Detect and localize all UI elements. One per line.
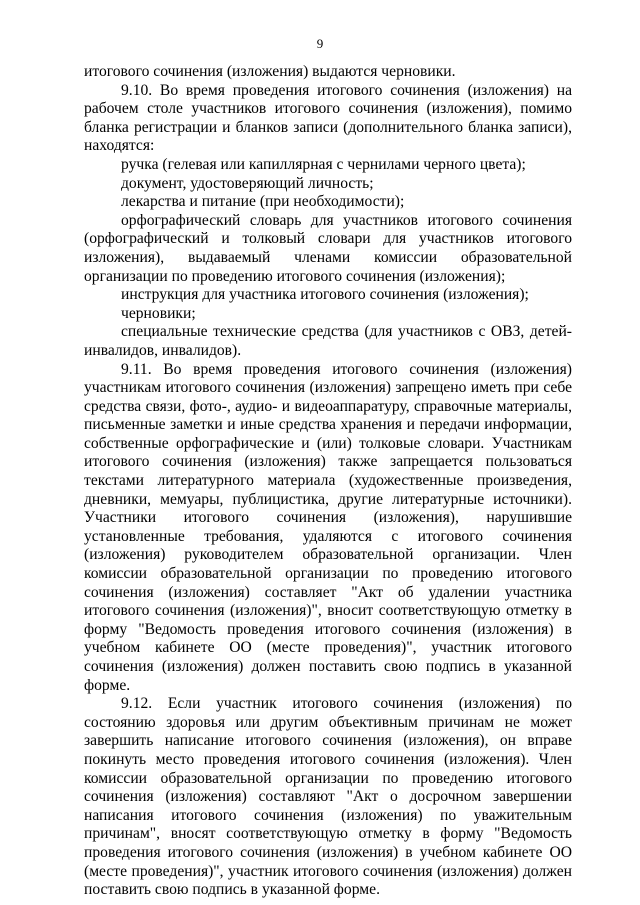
list-item-instruction: инструкция для участника итогового сочинения (изложения); — [121, 286, 529, 304]
document-body — [84, 63, 572, 900]
list-item-dictionary: орфографический словарь для участников итогового сочинения (орфографический и толковый словари для участников итогового изложения), выдаваемый членами комиссии образовательной организации по проведению итогового сочинения (изложения); — [84, 211, 572, 285]
list-item-pen: ручка (гелевая или капиллярная с чернилами черного цвета); — [121, 155, 526, 173]
list-item-drafts: черновики; — [121, 304, 196, 322]
paragraph-9-10: 9.10. Во время проведения итогового сочинения (изложения) на рабочем столе участников итогового сочинения (изложения), помимо бланка регистрации и бланков записи (дополнительного бланка записи), находятся: — [84, 81, 572, 155]
paragraph-9-11: 9.11. Во время проведения итогового сочинения (изложения) участникам итогового сочинения (изложения) запрещено иметь при себе средства связи, фото-, аудио- и видеоаппаратуру, справочные материалы, письменные заметки и иные средства хранения и передачи информации, собственные орфографические и (или) толковые словари. Участникам итогового сочинения (изложения) также запрещается пользоваться текстами литературного материала (художественные произведения, дневники, мемуары, публицистика, другие литературные источники). Участники итогового сочинения (изложения), нарушившие установленные требования, удаляются с итогового сочинения (изложения) руководителем образовательной организации. Член комиссии образовательной организации по проведению итогового сочинения (изложения) составляет "Акт об удалении участника итогового сочинения (изложения)", вносит соответствующую отметку в форму "Ведомость проведения итогового сочинения (изложения) в учебном кабинете ОО (месте проведения)", участник итогового сочинения (изложения) должен поставить свою подпись в указанной форме. — [84, 360, 572, 694]
list-item-medicine-food: лекарства и питание (при необходимости); — [121, 193, 405, 211]
list-item-technical-means: специальные технические средства (для участников с ОВЗ, детей-инвалидов, инвалидов). — [84, 323, 572, 359]
list-item-id-document: документ, удостоверяющий личность; — [121, 174, 374, 192]
page-number: 9 — [316, 36, 324, 51]
paragraph-continuation: итогового сочинения (изложения) выдаются черновики. — [84, 63, 456, 80]
paragraph-9-12: 9.12. Если участник итогового сочинения (изложения) по состоянию здоровья или другим объективным причинам не может завершить написание итогового сочинения (изложения), он вправе покинуть место проведения итогового сочинения (изложения). Член комиссии образовательной организации по проведению итогового сочинения (изложения) составляют "Акт о досрочном завершении написания итогового сочинения (изложения) по уважительным причинам", вносят соответствующую отметку в форму "Ведомость проведения итогового сочинения (изложения) в учебном кабинете ОО (месте проведения)", участник итогового сочинения (изложения) должен поставить свою подпись в указанной форме. — [84, 695, 572, 899]
